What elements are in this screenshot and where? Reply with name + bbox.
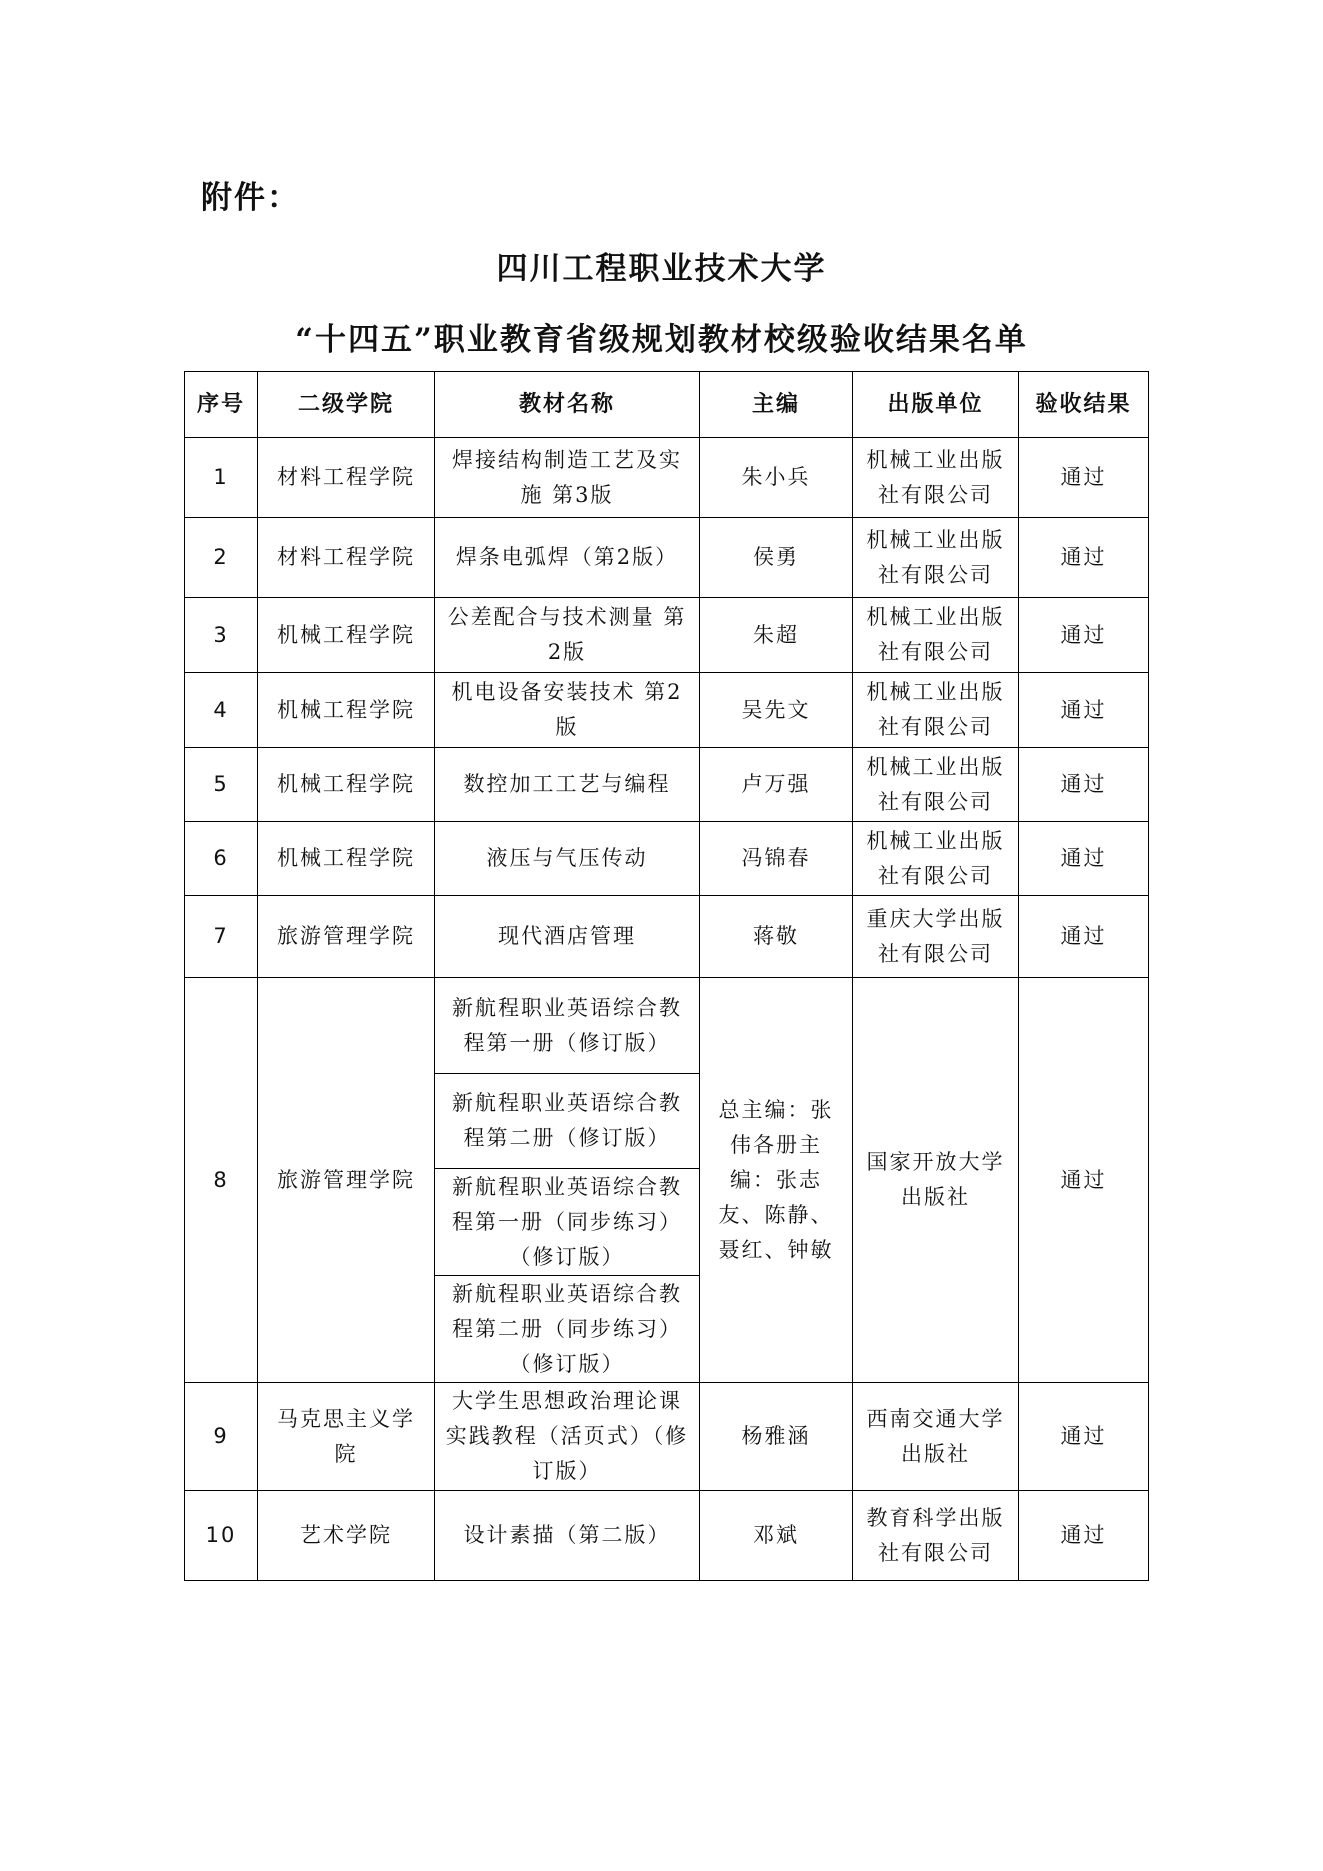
cell-result: 通过	[1019, 978, 1149, 1383]
header-editor: 主编	[700, 372, 853, 438]
cell-textbook: 液压与气压传动	[435, 822, 700, 896]
cell-editor: 总主编：张伟各册主编：张志友、陈静、聂红、钟敏	[700, 978, 853, 1383]
cell-no: 1	[185, 438, 258, 518]
header-college: 二级学院	[258, 372, 435, 438]
cell-publisher: 机械工业出版社有限公司	[853, 748, 1019, 822]
cell-textbook: 现代酒店管理	[435, 896, 700, 978]
cell-textbook: 数控加工工艺与编程	[435, 748, 700, 822]
cell-publisher: 机械工业出版社有限公司	[853, 822, 1019, 896]
table-row	[185, 438, 1149, 518]
cell-textbook: 新航程职业英语综合教程第一册（同步练习）（修订版）	[435, 1169, 700, 1276]
table-row	[185, 598, 1149, 673]
cell-no: 9	[185, 1383, 258, 1491]
cell-publisher: 教育科学出版社有限公司	[853, 1491, 1019, 1581]
table-header-row	[185, 372, 1149, 438]
cell-editor: 朱超	[700, 598, 853, 673]
cell-editor: 冯锦春	[700, 822, 853, 896]
cell-result: 通过	[1019, 1383, 1149, 1491]
table-row	[185, 748, 1149, 822]
cell-no: 2	[185, 518, 258, 598]
cell-college: 机械工程学院	[258, 673, 435, 748]
cell-textbook: 新航程职业英语综合教程第一册（修订版）	[435, 978, 700, 1074]
cell-college: 材料工程学院	[258, 518, 435, 598]
results-table	[184, 371, 1149, 1581]
document-title: 四川工程职业技术大学	[496, 251, 827, 287]
header-no: 序号	[185, 372, 258, 438]
cell-result: 通过	[1019, 748, 1149, 822]
cell-no: 6	[185, 822, 258, 896]
cell-college: 旅游管理学院	[258, 978, 435, 1383]
cell-editor: 侯勇	[700, 518, 853, 598]
cell-college: 旅游管理学院	[258, 896, 435, 978]
cell-publisher: 机械工业出版社有限公司	[853, 673, 1019, 748]
header-publisher: 出版单位	[853, 372, 1019, 438]
cell-publisher: 机械工业出版社有限公司	[853, 438, 1019, 518]
cell-publisher: 机械工业出版社有限公司	[853, 518, 1019, 598]
cell-result: 通过	[1019, 896, 1149, 978]
cell-textbook: 焊接结构制造工艺及实施 第3版	[435, 438, 700, 518]
cell-result: 通过	[1019, 438, 1149, 518]
header-result: 验收结果	[1019, 372, 1149, 438]
cell-college: 马克思主义学院	[258, 1383, 435, 1491]
cell-result: 通过	[1019, 598, 1149, 673]
cell-result: 通过	[1019, 1491, 1149, 1581]
cell-publisher: 机械工业出版社有限公司	[853, 598, 1019, 673]
cell-college: 机械工程学院	[258, 748, 435, 822]
table-row	[185, 673, 1149, 748]
table-row	[185, 1491, 1149, 1581]
cell-editor: 邓斌	[700, 1491, 853, 1581]
cell-editor: 吴先文	[700, 673, 853, 748]
cell-textbook: 焊条电弧焊（第2版）	[435, 518, 700, 598]
cell-no: 4	[185, 673, 258, 748]
cell-publisher: 重庆大学出版社有限公司	[853, 896, 1019, 978]
cell-editor: 卢万强	[700, 748, 853, 822]
cell-textbook: 新航程职业英语综合教程第二册（修订版）	[435, 1074, 700, 1169]
cell-editor: 蒋敬	[700, 896, 853, 978]
cell-textbook: 新航程职业英语综合教程第二册（同步练习）（修订版）	[435, 1276, 700, 1383]
table-row	[185, 1383, 1149, 1491]
cell-publisher: 西南交通大学出版社	[853, 1383, 1019, 1491]
cell-college: 艺术学院	[258, 1491, 435, 1581]
cell-college: 材料工程学院	[258, 438, 435, 518]
cell-publisher: 国家开放大学出版社	[853, 978, 1019, 1383]
cell-result: 通过	[1019, 518, 1149, 598]
table-row	[185, 896, 1149, 978]
table-row	[185, 978, 1149, 1074]
table-row	[185, 518, 1149, 598]
cell-editor: 杨雅涵	[700, 1383, 853, 1491]
cell-textbook: 设计素描（第二版）	[435, 1491, 700, 1581]
cell-college: 机械工程学院	[258, 598, 435, 673]
cell-editor: 朱小兵	[700, 438, 853, 518]
cell-no: 8	[185, 978, 258, 1383]
cell-textbook: 机电设备安装技术 第2版	[435, 673, 700, 748]
cell-college: 机械工程学院	[258, 822, 435, 896]
attachment-label: 附件：	[201, 180, 300, 216]
document-subtitle: “十四五”职业教育省级规划教材校级验收结果名单	[295, 322, 1028, 358]
cell-no: 7	[185, 896, 258, 978]
cell-result: 通过	[1019, 822, 1149, 896]
header-textbook: 教材名称	[435, 372, 700, 438]
cell-no: 10	[185, 1491, 258, 1581]
cell-result: 通过	[1019, 673, 1149, 748]
table-row	[185, 822, 1149, 896]
cell-no: 5	[185, 748, 258, 822]
cell-textbook: 大学生思想政治理论课实践教程（活页式）（修订版）	[435, 1383, 700, 1491]
cell-textbook: 公差配合与技术测量 第2版	[435, 598, 700, 673]
cell-no: 3	[185, 598, 258, 673]
